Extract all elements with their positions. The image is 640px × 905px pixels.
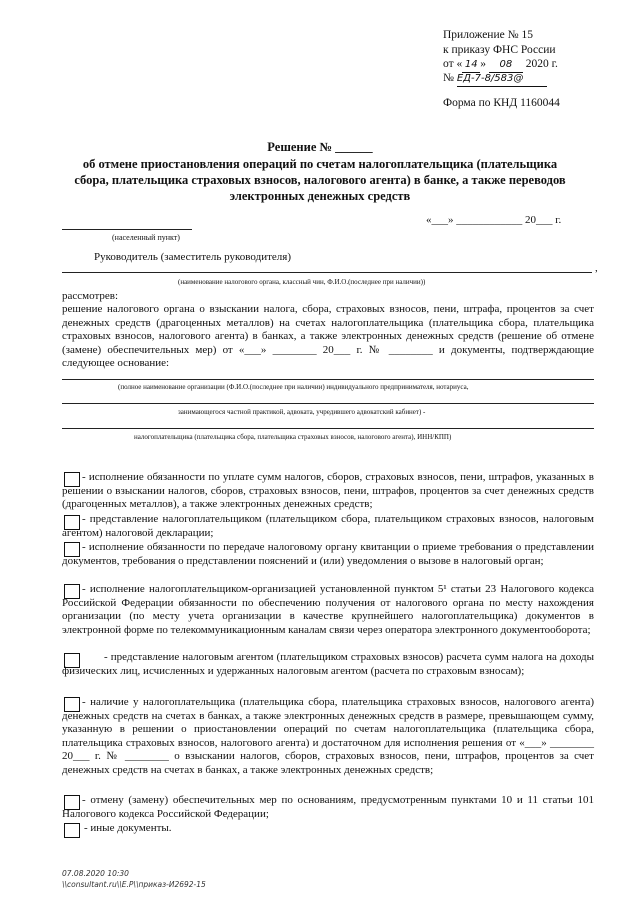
date-year: 2020 г. (525, 58, 558, 70)
considered-text: решение налогового органа о взыскании налога, сбора, страховых взносов, пени, штрафа, процентов за счет денежных средств (драгоценных металлов) на счетах налогоплательщика (плательщика сбора, плательщика страховых взносов, налогового агента) в банках, а также электронных денежных средств (решение об отмене (замене) обеспечительных мер) от «___» ________ 20___ г. № ________ и документы, подтверждающие следующее основание: (62, 303, 594, 369)
option-text-other: - иные документы. (84, 822, 172, 834)
date-month-handwritten: 08 (489, 58, 523, 73)
form-code: Форма по КНД 1160044 (443, 97, 560, 109)
head-caption: (наименование налогового органа, классный чин, Ф.И.О.(последнее при наличии)) (178, 278, 426, 286)
order-number (443, 71, 547, 87)
option-checkbox-other[interactable] (64, 823, 80, 838)
org-line-1 (62, 379, 594, 380)
option-text-payment: - исполнение обязанности по уплате сумм налогов, сборов, страховых взносов, пени, штрафов, указанных в решении о взыскании налогов, сборов, страховых взносов, пени, штрафов, процентов за счет денежных средств (драгоценных металлов), а также электронных денежных средств; (62, 471, 594, 510)
considered-label: рассмотрев: (62, 290, 119, 302)
place-line (62, 229, 192, 230)
date-mid: » (480, 58, 486, 70)
org-line-2 (62, 403, 594, 404)
decision-date-template: «___» ____________ 20___ г. (426, 214, 562, 226)
org-line-3 (62, 428, 594, 429)
org-caption-1: (полное наименование организации (Ф.И.О.(последнее при наличии) индивидуального предпринимателя, нотариуса, (118, 383, 469, 391)
option-text-receipt: - исполнение обязанности по передаче налоговому органу квитанции о приеме требования о представлении документов, требования о представлении пояснений и (или) уведомления о вызове в налоговый орган; (62, 541, 594, 567)
footer-path: \\consultant.ru\\Е.Р\\приказ-И2692-15 (62, 880, 206, 889)
option-text-funds: - наличие у налогоплательщика (плательщика сбора, плательщика страховых взносов, налогового агента) денежных средств на счетах в банках, а также электронных денежных средств в размере, превышающем сумму, указанную в решении о приостановлении операций по счетам налогоплательщика (плательщика сбора, плательщика страховых взносов, налогового агента) и достаточном для исполнения решения от «___» ________ 20___ г. № ________ о взыскании налогов, сборов, страховых взносов, пени, штрафов, процентов за счет денежных средств на счетах в банках, а также электронных денежных средств; (62, 696, 594, 776)
option-text-measures: - отмену (замену) обеспечительных мер по основаниям, предусмотренным пунктами 10 и 11 статьи 101 Налогового кодекса Российской Федерации; (62, 794, 594, 820)
date-day-handwritten: 14 (462, 58, 480, 73)
head-line (62, 272, 592, 273)
number-prefix: № (443, 72, 454, 84)
option-text-ndfl: - представление налоговым агентом (плательщиком страховых взносов) расчета сумм налога на доходы физических лиц, исчисленных и удержанных налоговым агентом (расчета по страховым взносам); (62, 651, 594, 677)
org-caption-2: занимающегося частной практикой, адвоката, учредившего адвокатский кабинет) - (178, 408, 426, 416)
option-text-edo: - исполнение налогоплательщиком-организацией установленной пунктом 5¹ статьи 23 Налогового кодекса Российской Федерации обязанности по обеспечению получения от налогового органа по месту нахождения организации (по месту учета организации в качестве крупнейшего налогоплательщика) документов в электронной форме по телекоммуникационным каналам связи через оператора электронного документооборота; (62, 583, 594, 636)
number-handwritten: ЕД-7-8/583@ (457, 72, 547, 87)
head-comma: , (595, 262, 598, 274)
option-text-declaration: - представление налогоплательщиком (плательщиком сбора, плательщиком страховых взносов, налоговым агентом) налоговой декларации; (62, 513, 594, 539)
footer-timestamp: 07.08.2020 10:30 (62, 869, 129, 878)
date-prefix: от « (443, 58, 463, 70)
org-caption-3: налогоплательщика (плательщика сбора, плательщика страховых взносов, налогового агента), ИНН/КПП) (134, 433, 452, 441)
order-reference: к приказу ФНС России (443, 44, 556, 56)
decision-heading: Решение № ______ (267, 140, 373, 154)
appendix-label: Приложение № 15 (443, 29, 533, 41)
decision-subject: об отмене приостановления операций по счетам налогоплательщика (плательщика сбора, плательщика страховых взносов, налогового агента) в банке, а также переводов электронных денежных средств (74, 157, 566, 203)
place-caption: (населенный пункт) (112, 233, 180, 242)
head-label: Руководитель (заместитель руководителя) (94, 251, 291, 263)
